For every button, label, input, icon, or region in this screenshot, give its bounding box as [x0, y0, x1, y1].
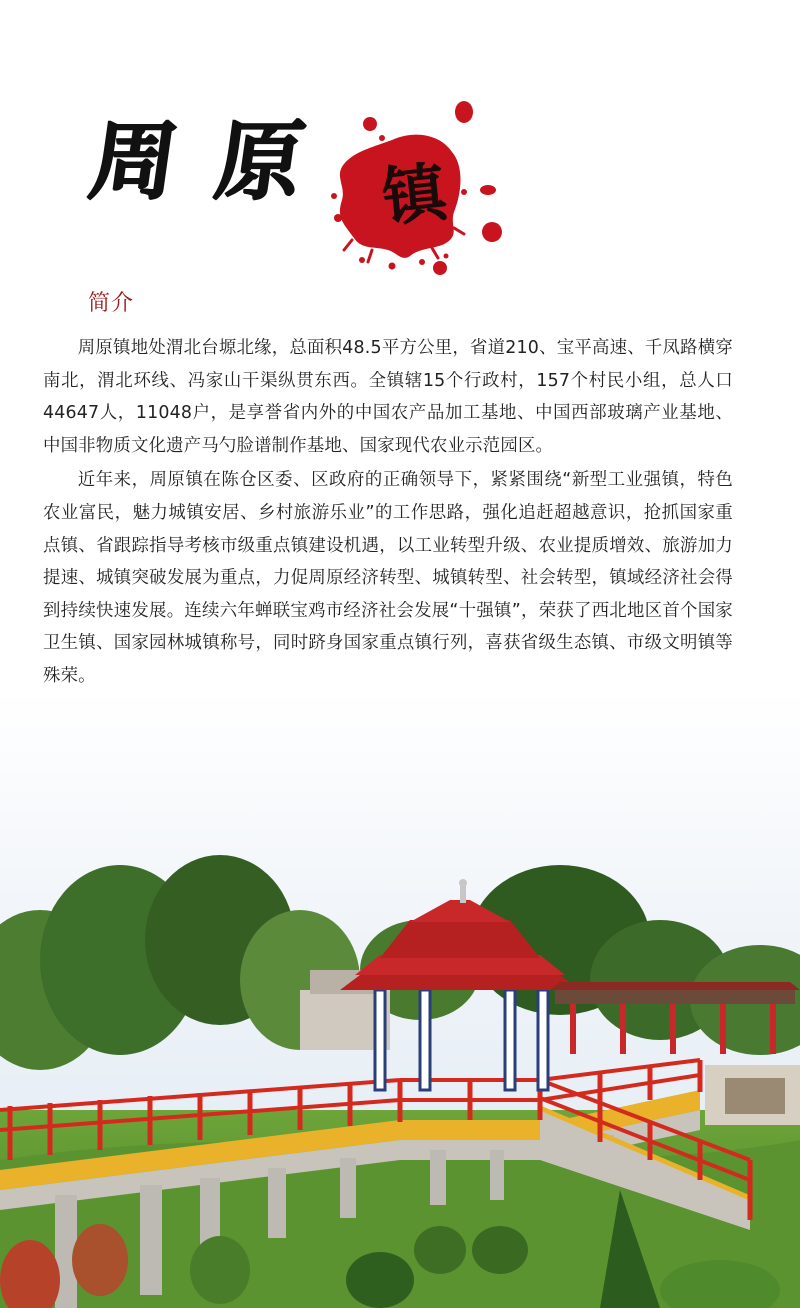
intro-paragraph-2: 近年来，周原镇在陈仓区委、区政府的正确领导下，紧紧围绕“新型工业强镇，特色农业富民，魅力城镇安居、乡村旅游乐业”的工作思路，强化追赶超越意识，抢抓国家重点镇、省跟踪指导考核市级重点镇建设机遇，以工业转型升级、农业提质增效、旅游加力提速、城镇突破发展为重点，力促周原经济转型、城镇转型、社会转型，镇域经济社会得到持续快速发展。连续六年蝉联宝鸡市经济社会发展“十强镇”，荣获了西北地区首个国家卫生镇、国家园林城镇称号，同时跻身国家重点镇行列，喜获省级生态镇、市级文明镇等殊荣。 [43, 470, 733, 686]
section-heading: 简介 [88, 291, 135, 316]
red-ink-seal [322, 100, 512, 280]
seal-char-zhen: 镇 [378, 154, 451, 237]
intro-text [43, 332, 733, 693]
pavilion-photo-illustration [0, 690, 800, 1308]
intro-paragraph-1: 周原镇地处渭北台塬北缘，总面积48.5平方公里，省道210、宝平高速、千凤路横穿南北，渭北环线、冯家山干渠纵贯东西。全镇辖15个行政村，157个村民小组，总人口44647人，11048户，是享誉省内外的中国农产品加工基地、中国西部玻璃产业基地、中国非物质文化遗产马勺脸谱制作基地、国家现代农业示范园区。 [43, 338, 733, 456]
title-char-zhou: 周 [83, 111, 187, 212]
town-photo [0, 690, 800, 1308]
title-char-yuan: 原 [209, 111, 313, 212]
title-block [0, 0, 800, 290]
